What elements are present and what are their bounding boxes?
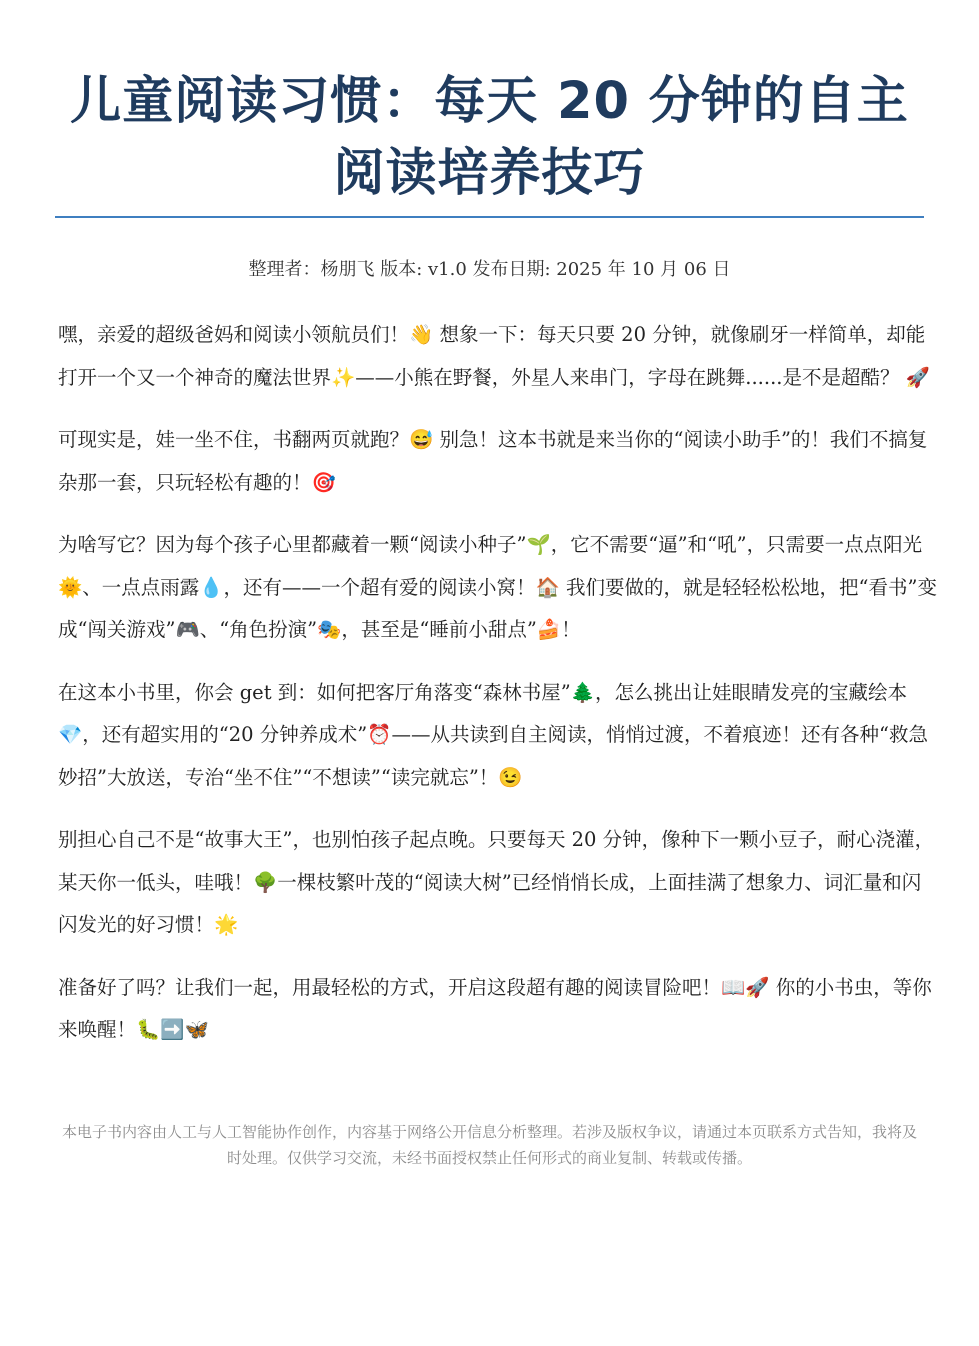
- paragraph-contents: 在这本小书里，你会 get 到：如何把客厅角落变“森林书屋”🌲，怎么挑出让娃眼睛发亮的宝藏绘本💎，还有超实用的“20 分钟养成术”⏰——从共读到自主阅读，悄悄过渡，不着痕迹！还有各种“救急妙招”大放送，专治“坐不住”“不想读”“读完就忘”！😉: [58, 680, 928, 789]
- title-divider: [55, 216, 924, 218]
- paragraph-encouragement: 别担心自己不是“故事大王”，也别怕孩子起点晚。只要每天 20 分钟，像种下一颗小豆子，耐心浇灌，某天你一低头，哇哦！🌳一棵枝繁叶茂的“阅读大树”已经悄悄长成，上面挂满了想象力、词汇量和闪闪发光的好习惯！🌟: [58, 828, 935, 936]
- copyright-notice: 本电子书内容由人工与人工智能协作创作，内容基于网络公开信息分析整理。若涉及版权争议，请通过本页联系方式告知，我将及时处理。仅供学习交流，未经书面授权禁止任何形式的商业复制、转载或传播。: [61, 1123, 917, 1167]
- paragraph-why: 为啥写它？因为每个孩子心里都藏着一颗“阅读小种子”🌱，它不需要“逼”和“吼”，只需要一点点阳光🌞、一点点雨露💧，还有——一个超有爱的阅读小窝！🏠 我们要做的，就是轻轻松松地，把“看书”变成“闯关游戏”🎮、“角色扮演”🎭，甚至是“睡前小甜点”🍰！: [58, 533, 937, 641]
- paragraph-intro: 嘿，亲爱的超级爸妈和阅读小领航员们！👋 想象一下：每天只要 20 分钟，就像刷牙一样简单，却能打开一个又一个神奇的魔法世界✨——小熊在野餐，外星人来串门，字母在跳舞......是不是超酷？ 🚀: [58, 323, 930, 389]
- document-body: [58, 314, 938, 1072]
- page-title: 儿童阅读习惯：每天 20 分钟的自主阅读培养技巧: [70, 72, 909, 203]
- paragraph-problem: 可现实是，娃一坐不住，书翻两页就跑？😅 别急！这本书就是来当你的“阅读小助手”的！我们不搞复杂那一套，只玩轻松有趣的！🎯: [58, 428, 928, 494]
- document-meta: 整理者：杨朋飞 版本: v1.0 发布日期: 2025 年 10 月 06 日: [248, 259, 731, 280]
- paragraph-closing: 准备好了吗？让我们一起，用最轻松的方式，开启这段超有趣的阅读冒险吧！📖🚀 你的小书虫，等你来唤醒！🐛➡️🦋: [58, 975, 932, 1041]
